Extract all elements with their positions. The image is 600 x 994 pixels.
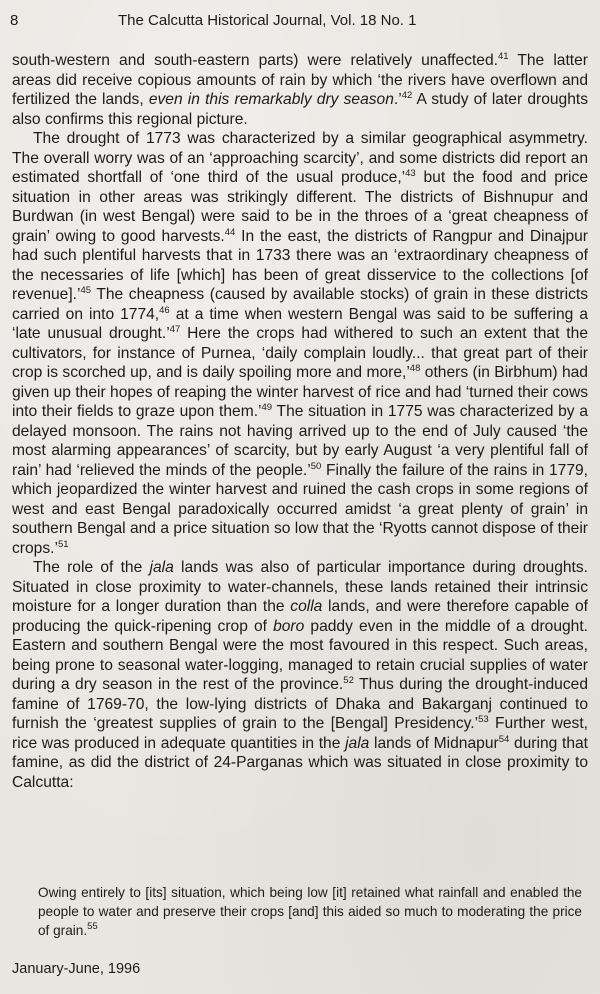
footnote-ref: 54: [498, 733, 510, 745]
footnote-ref: 42: [401, 90, 413, 101]
running-title: The Calcutta Historical Journal, Vol. 18 No. 1: [118, 12, 417, 29]
italic-text: jala: [149, 559, 174, 576]
footnote-ref: 44: [224, 226, 236, 238]
italic-text: colla: [290, 598, 323, 615]
text-run: The latter areas did receive copious amounts of rain by which ‘the rivers have overflown and fertilized the lands,: [12, 52, 588, 108]
footnote-ref: 50: [310, 460, 322, 472]
footnote-ref: 48: [409, 363, 421, 374]
text-run: The role of the: [33, 559, 150, 576]
page-footer: [12, 959, 140, 979]
text-run: but the food and price situation in other areas was strikingly different. The districts of Bishnupur and Burdwan (in west Bengal) were said to be in the throes of a ‘great cheapness of grain’ owing to good harvests.: [12, 169, 588, 245]
text-run: south-western and south-eastern parts) were relatively unaffected.: [12, 52, 498, 69]
text-run: The drought of 1773 was characterized by a similar geographical asymmetry. The overall worry was of an ‘approaching scarcity’, and some districts did report an estimated shortfall of ‘one third of the usual produce,’: [12, 130, 588, 186]
block-quote-text: [38, 883, 582, 940]
text-run: Thus during the drought-induced famine of 1769-70, the low-lying districts of Dhaka and Bakarganj continued to furnish the ‘greatest supplies of grain to the [Bengal] Presidency.’: [12, 676, 588, 732]
text-run: lands of Midnapur: [369, 734, 499, 752]
footnote-ref: 45: [80, 285, 92, 296]
italic-text: jala: [345, 734, 370, 752]
text-run: during that famine, as did the district of 24-Parganas which was situated in close proximity to Calcutta:: [12, 734, 588, 791]
text-run: In the east, the districts of Rangpur and Dinajpur had such plentiful harvests that in 1733 there was an ‘extraordinary cheapness of the necessaries of life [which] has been of great disservice to the collections [of revenue].’: [12, 227, 588, 303]
footnote-ref: 46: [159, 304, 170, 316]
footnote-ref: 53: [478, 714, 489, 725]
text-run: at a time when western Bengal was said to be suffering a ‘late unusual drought.’: [12, 305, 589, 342]
text-run: Owing entirely to [its] situation, which being low [it] retained what rainfall and enabled the people to water and preserve their crops [and] this aided so much to moderating the price of grain.: [38, 885, 582, 938]
text-run: lands was also of particular importance during droughts. Situated in close proximity to water-channels, these lands retained their intrinsic moisture for a longer duration than the: [12, 559, 589, 615]
footnote-ref: 41: [497, 51, 509, 62]
block-quote: [38, 883, 582, 940]
footnote-ref: 51: [57, 538, 69, 550]
footnote-ref: 47: [169, 324, 181, 335]
text-run: The situation in 1775 was characterized by a delayed monsoon. The rains not having arrived up to the end of July caused ‘the most alarming appearances’ of scarcity, but by early August ‘a very plentiful fall of rain’ had ‘relieved the minds of the people.’: [12, 403, 588, 479]
page-header: [10, 10, 586, 32]
paragraph: [12, 129, 588, 558]
text-run: paddy even in the middle of a drought. Eastern and southern Bengal were the most favoured in this respect. Such areas, being prone to seasonal water-logging, managed to retain crucial supplies of water during a dry season in the rest of the province.: [12, 617, 589, 693]
body-text: [12, 51, 588, 792]
text-run: others (in Birbhum) had given up their hopes of reaping the winter harvest of rice and had ‘turned their cows into their fields to graze upon them.’: [12, 364, 588, 420]
text-run: The cheapness (caused by available stocks) of grain in these districts carried on into 1774,: [12, 286, 588, 323]
footnote-ref: 43: [405, 168, 416, 179]
italic-text: boro: [273, 617, 305, 635]
italic-text: even in this remarkably dry season: [148, 91, 394, 108]
footnote-ref: 49: [261, 402, 273, 413]
footnote-ref: 52: [343, 675, 354, 686]
issue-date: January-June, 1996: [12, 961, 141, 977]
text-run: .’: [393, 91, 402, 108]
text-run: Finally the failure of the rains in 1779, which jeopardized the winter harvest and ruined the cash crops in some regions of west and east Bengal paradoxically occurred amidst ‘a great plenty of grain’ in southern Bengal and a price situation so low that the ‘Ryotts cannot dispose of their crops.’: [12, 461, 588, 557]
paragraph: [12, 558, 588, 792]
paragraph: [12, 51, 588, 129]
text-run: A study of later droughts also confirms this regional picture.: [12, 91, 589, 128]
footnote-ref: 55: [87, 921, 98, 932]
page-number: 8: [10, 12, 19, 29]
text-run: Further west, rice was produced in adequate quantities in the: [12, 715, 589, 752]
text-run: Here the crops had withered to such an extent that the cultivators, for instance of Purnea, ‘daily complain loudly... that great part of their crop is scorched up, and is daily spoiling more and more,’: [12, 325, 588, 381]
text-run: lands, and were therefore capable of producing the quick-ripening crop of: [12, 598, 589, 635]
